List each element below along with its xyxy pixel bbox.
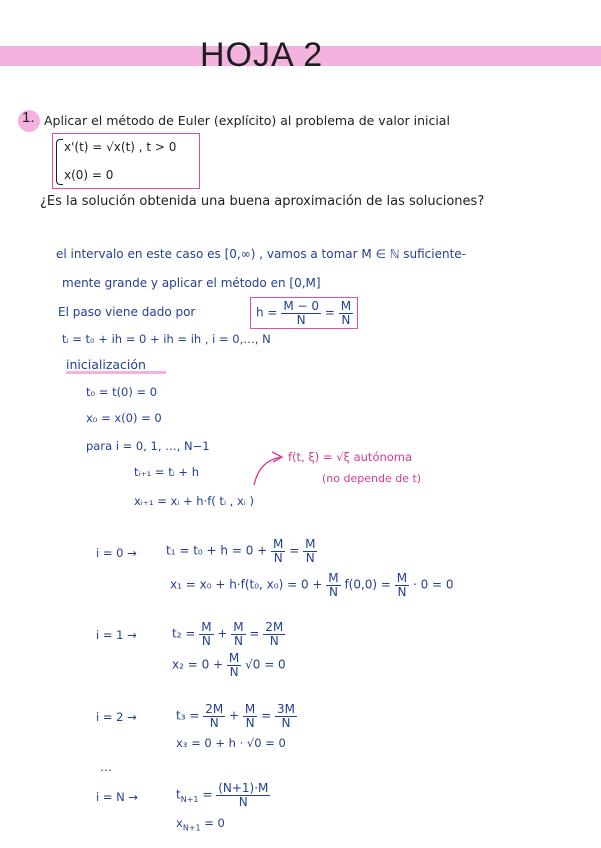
iter0-x: x₁ = x₀ + h·f(t₀, x₀) = 0 + $\frac{M}{N}$ f(0,0) = $\frac{M}{N}$ · 0 = 0: [170, 571, 454, 599]
iter2-x: x₃ = 0 + h · √0 = 0: [176, 736, 286, 750]
iterN-x: $x_{N+1} = 0$: [176, 816, 225, 833]
iter2-t: t₃ = $\frac{2M}{N}$ + $\frac{M}{N}$ = $\frac{3M}{N}$: [176, 702, 295, 730]
iter0-label: i = 0 →: [96, 546, 137, 560]
iter1-label: i = 1 →: [96, 628, 137, 642]
ivp-equation: x'(t) = √x(t) , t > 0: [64, 140, 177, 154]
t0-value: t₀ = t(0) = 0: [86, 385, 158, 399]
ellipsis: …: [100, 760, 112, 774]
loop-header: para i = 0, 1, …, N−1: [86, 439, 210, 453]
iterN-t: $t_{N+1}$ = $\frac{(N+1)\cdot M}{N}$: [176, 781, 269, 809]
problem-statement: Aplicar el método de Euler (explícito) al problema de valor inicial: [44, 113, 450, 128]
t-update: tᵢ₊₁ = tᵢ + h: [134, 465, 199, 479]
note-f-autonomous: f(t, ξ) = √ξ autónoma: [288, 450, 413, 464]
iter0-t: t₁ = t₀ + h = 0 + $\frac{M}{N}$ = $\frac{M}{N}$: [166, 537, 316, 565]
step-intro: El paso viene dado por: [58, 305, 196, 319]
page-title: HOJA 2: [200, 36, 324, 74]
iter2-label: i = 2 →: [96, 710, 137, 724]
init-heading: inicialización: [66, 357, 146, 372]
x-update: xᵢ₊₁ = xᵢ + h·f( tᵢ , xᵢ ): [134, 494, 254, 508]
solution-line-2: mente grande y aplicar el método en [0,M]: [62, 276, 321, 290]
problem-question: ¿Es la solución obtenida una buena aproximación de las soluciones?: [40, 194, 485, 209]
iter1-x: x₂ = 0 + $\frac{M}{N}$ √0 = 0: [172, 651, 286, 679]
x0-value: x₀ = x(0) = 0: [86, 411, 162, 425]
ti-formula: tᵢ = t₀ + ih = 0 + ih = ih , i = 0,…, N: [62, 332, 271, 346]
iter1-t: t₂ = $\frac{M}{N}$ + $\frac{M}{N}$ = $\frac{2M}{N}$: [172, 620, 284, 648]
step-formula: h = $\frac{M - 0}{N}$ = $\frac{M}{N}$: [256, 299, 352, 327]
ivp-initial-condition: x(0) = 0: [64, 168, 114, 182]
note-no-depende: (no depende de t): [322, 472, 422, 485]
problem-number: 1.: [22, 109, 35, 126]
solution-line-1: el intervalo en este caso es [0,∞) , vamos a tomar M ∈ ℕ suficiente-: [56, 247, 467, 261]
iterN-label: i = N →: [96, 790, 139, 804]
